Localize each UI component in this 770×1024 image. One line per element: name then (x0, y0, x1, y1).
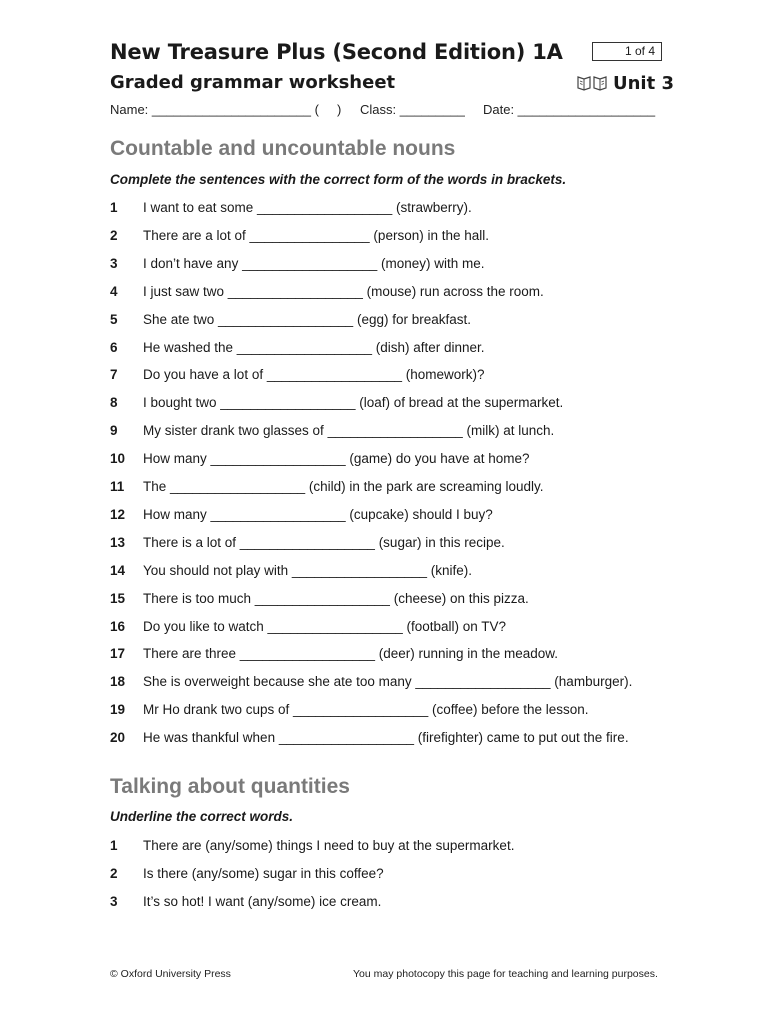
question-text[interactable]: There are three __________________ (deer) running in the meadow. (143, 646, 559, 662)
question-number: 9 (110, 423, 118, 439)
question-text[interactable]: Do you have a lot of __________________ (homework)? (143, 367, 485, 383)
question-text[interactable]: There are a lot of ________________ (person) in the hall. (143, 227, 489, 243)
question-number: 13 (110, 534, 126, 550)
question-text[interactable]: I bought two __________________ (loaf) of bread at the supermarket. (143, 395, 564, 411)
question-text[interactable]: Do you like to watch __________________ (football) on TV? (143, 618, 507, 634)
question-item (110, 865, 710, 883)
question-number: 1 (110, 200, 118, 215)
question-item (110, 283, 710, 301)
question-item (110, 506, 710, 524)
class-field[interactable]: Class: _________ (360, 102, 465, 117)
question-text[interactable]: He washed the __________________ (dish) after dinner. (143, 339, 485, 355)
question-text[interactable]: She ate two __________________ (egg) for breakfast. (143, 311, 471, 327)
question-number: 12 (110, 506, 126, 522)
question-number: 5 (110, 311, 118, 327)
question-text[interactable]: I want to eat some __________________ (strawberry). (143, 200, 472, 215)
question-number: 14 (110, 562, 126, 578)
question-number: 1 (110, 838, 118, 853)
question-number: 18 (110, 674, 126, 690)
question-item (110, 701, 710, 719)
question-number: 2 (110, 227, 118, 243)
question-item (110, 450, 710, 468)
question-item (110, 562, 710, 580)
question-text[interactable]: You should not play with __________________ (knife). (143, 562, 473, 578)
question-number: 19 (110, 702, 126, 718)
question-text[interactable]: How many __________________ (game) do you have at home? (143, 451, 530, 467)
question-text[interactable]: Mr Ho drank two cups of __________________ (coffee) before the lesson. (143, 702, 589, 718)
question-number: 15 (110, 590, 126, 606)
question-item (110, 199, 710, 217)
question-item (110, 893, 710, 911)
question-item (110, 590, 710, 608)
section1-instruction: Complete the sentences with the correct form of the words in brackets. (110, 172, 567, 187)
question-text[interactable]: She is overweight because she ate too many __________________ (hamburger). (143, 674, 633, 690)
question-number: 3 (110, 255, 118, 271)
question-text[interactable]: He was thankful when __________________ (firefighter) came to put out the fire. (143, 730, 629, 746)
question-item (110, 673, 710, 691)
photocopy-note: You may photocopy this page for teaching and learning purposes. (353, 968, 658, 980)
question-item (110, 394, 710, 412)
question-number: 4 (110, 283, 118, 299)
question-text[interactable]: How many __________________ (cupcake) should I buy? (143, 506, 493, 522)
question-item (110, 339, 710, 357)
question-text[interactable]: My sister drank two glasses of __________________ (milk) at lunch. (143, 423, 555, 439)
section1-heading: Countable and uncountable nouns (110, 137, 456, 160)
question-number: 6 (110, 339, 118, 355)
question-item (110, 729, 710, 747)
question-text[interactable]: I don’t have any __________________ (money) with me. (143, 255, 485, 271)
question-number: 11 (110, 479, 125, 494)
section2-instruction: Underline the correct words. (110, 809, 294, 824)
question-number: 16 (110, 618, 126, 634)
question-text[interactable]: There are (any/some) things I need to buy at the supermarket. (143, 838, 515, 853)
question-item (110, 618, 710, 636)
unit-badge (577, 71, 674, 95)
question-number: 7 (110, 367, 118, 383)
question-number: 3 (110, 894, 118, 909)
worksheet-subtitle: Graded grammar worksheet (110, 72, 396, 93)
copyright-footer: © Oxford University Press (110, 968, 231, 980)
question-item (110, 837, 710, 855)
name-field[interactable]: Name: ______________________ ( ) (110, 102, 342, 117)
question-number: 2 (110, 866, 118, 881)
question-item (110, 255, 710, 273)
question-number: 20 (110, 730, 126, 746)
question-number: 10 (110, 451, 126, 467)
question-item (110, 227, 710, 245)
date-field[interactable]: Date: ___________________ (483, 102, 656, 117)
question-item (110, 645, 710, 663)
question-text[interactable]: Is there (any/some) sugar in this coffee? (143, 866, 384, 881)
worksheet-title: New Treasure Plus (Second Edition) 1A (110, 40, 563, 64)
question-item (110, 422, 710, 440)
unit-label: Unit 3 (613, 72, 674, 94)
question-item (110, 366, 710, 384)
question-item (110, 534, 710, 552)
question-item (110, 478, 710, 496)
question-number: 8 (110, 395, 118, 411)
question-item (110, 311, 710, 329)
question-text[interactable]: There is too much __________________ (cheese) on this pizza. (143, 590, 529, 606)
book-icon (577, 75, 607, 91)
page-indicator: 1 of 4 (592, 42, 662, 61)
question-text[interactable]: I just saw two __________________ (mouse) run across the room. (143, 283, 544, 299)
section2-heading: Talking about quantities (110, 775, 350, 798)
question-text[interactable]: There is a lot of __________________ (sugar) in this recipe. (143, 534, 505, 550)
question-number: 17 (110, 646, 126, 662)
question-text[interactable]: The __________________ (child) in the park are screaming loudly. (143, 479, 544, 494)
question-text[interactable]: It’s so hot! I want (any/some) ice cream. (143, 894, 382, 909)
